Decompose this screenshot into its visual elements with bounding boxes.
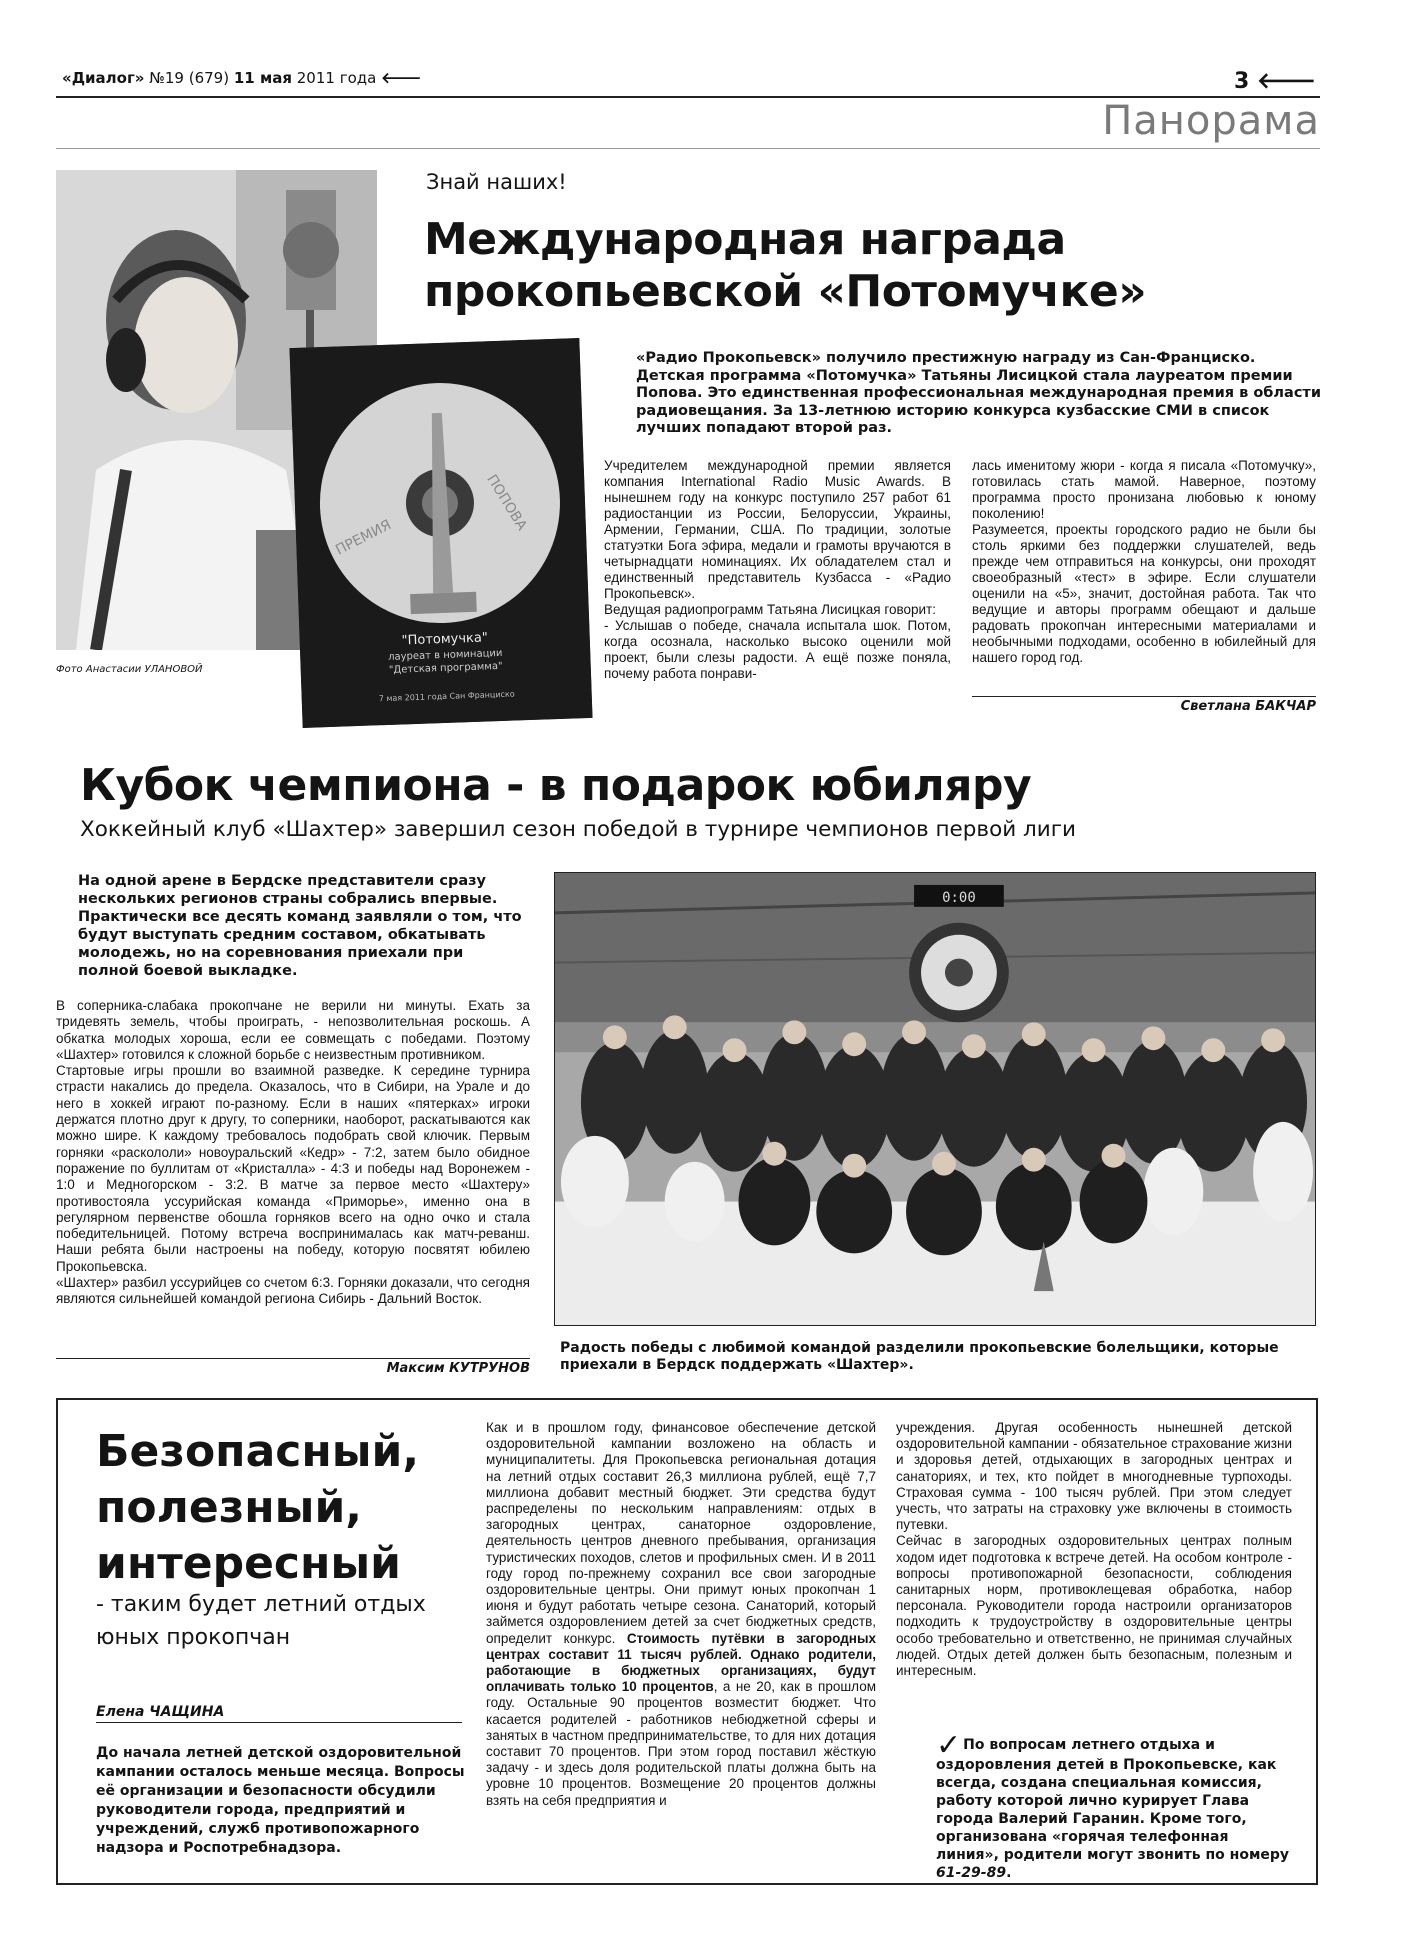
- article3-lead: До начала летней детской оздоровительной кампании осталось меньше месяца. Вопросы её организации и безопасности обсудили руководители города, предприятий и учреждений, служб противопожарного надзора и Роспотребнадзора.: [96, 1745, 465, 1856]
- section-rule: [56, 148, 1320, 149]
- award-text-premium: ПРЕМИЯ: [333, 517, 394, 559]
- article2-body: [56, 998, 530, 1308]
- article2-headline: Кубок чемпиона - в подарок юбиляру: [80, 760, 1032, 811]
- issue-number: №19 (679): [149, 69, 230, 87]
- article1-rubric: Знай наших!: [426, 170, 567, 194]
- article2-lead: На одной арене в Бердске представители сразу нескольких регионов страны собрались впервые. Практически все десять команд заявляли о том, что будут выступать средним составом, обкатывать молодежь, но на соревнования приехали при полной боевой выкладке.: [78, 873, 522, 979]
- paragraph: В соперника-слабака прокопчане не верили ни минуты. Ехать за тридевять земель, чтобы проиграть, - непозволительная роскошь. А обкатка молодых хороша, если ее совмещать с победами. Поэтому «Шахтер» готовился к сложной борьбе с неизвестным противником.: [56, 998, 530, 1062]
- paragraph: Сейчас в загородных оздоровительных центрах полным ходом идет подготовка к встрече детей. На особом контроле - вопросы противопожарной безопасности, соблюдения санитарных норм, противоклещевая обработка, набор персонала. Руководители города настроили организаторов подходить к трудоустройству в оздоровительные центры особо требовательно и ответственно, не принимая случайных людей. Отдых детей должен быть безопасным, полезным и интересным.: [896, 1533, 1292, 1679]
- scoreboard-display: 0:00: [942, 889, 976, 906]
- section-title: Панорама: [1102, 98, 1320, 144]
- paragraph: Разумеется, проекты городского радио не были бы столь яркими без поддержки слушателей, ведь прежде чем отправиться на конкурсы, они проходят своеобразный «тест» в эфире. Если слушатели оценили на «5», значит, достойная работа. Так что ведущие и авторы программ обещают и дальше радовать прокопчан интересными материалами и необычными подходами, особенно в юбилейный для нашего город год.: [972, 522, 1316, 665]
- paragraph: Как и в прошлом году, финансовое обеспечение детской оздоровительной кампании возложено на область и муниципалитеты. Для Прокопьевска региональная дотация на летний отдых составит 26,3 миллиона рублей, ещё 7,7 миллиона добавит местный бюджет. Эти средства будут распределены по нескольким направлениям: отдых в загородных центрах, санаторное оздоровление, деятельность центров дневного пребывания, организация туристических походов, слетов и профильных смен. И в 2011 году город по-прежнему сохранил все свои загородные оздоровительные центры. Они примут юных прокопчан 1 июня и будут работать четыре сезона. Санаторий, который займется оздоровлением детей за счет бюджетных средств, определит конкурс.: [486, 1420, 876, 1646]
- article3-column-1: [486, 1420, 876, 1809]
- page-number: 3 🡐: [1234, 69, 1316, 94]
- article1-column-1: [604, 458, 951, 682]
- article2-signature: Максим КУТРУНОВ: [56, 1358, 530, 1376]
- issue-date: 11 мая: [233, 69, 292, 87]
- issue-year: 2011 года: [296, 69, 377, 87]
- hockey-photo-caption: Радость победы с любимой командой разделили прокопьевские болельщики, которые приехали в Бердск поддержать «Шахтер».: [560, 1340, 1279, 1373]
- award-line-1: лауреат в номинации: [387, 647, 503, 663]
- paragraph: Учредителем международной премии является компания International Radio Music Awards. В нынешнем году на конкурс поступило 257 работ 61 радиостанции из России, Белоруссии, Украины, Армении, Германии, США. По традиции, золотые статуэтки Бога эфира, медали и грамоты вручаются в четырнадцати номинациях. Их обладателем стал и единственный представитель Кузбасса - «Радио Прокопьевск».: [604, 458, 951, 601]
- award-certificate-photo: [289, 338, 592, 728]
- article3-author: Елена ЧАЩИНА: [96, 1704, 462, 1723]
- article3-column-2: [896, 1420, 1292, 1679]
- article1-headline: Международная награда прокопьевской «Потомучке»: [424, 214, 1147, 317]
- arrow-left-icon: 🡐: [1257, 69, 1316, 94]
- article3-subheadline: - таким будет летний отдых юных прокопчан: [96, 1592, 426, 1650]
- hotline-phone: 61-29-89: [936, 1865, 1007, 1881]
- ticket-price-highlight: Стоимость путёвки в загородных центрах составит 11 тысяч рублей. Однако родители, работающие в бюджетных организациях, будут оплачивать только 10 процентов: [486, 1630, 877, 1695]
- masthead: [62, 68, 421, 87]
- paragraph: учреждения. Другая особенность нынешней детской оздоровительной кампании - обязательное страхование жизни и здоровья детей, отдыхающих в загородных центрах и санаториях, и тех, кто пойдет в многодневные турпоходы. Страховая сумма - 100 тысяч рублей. При этом следует учесть, что затраты на страховку уже включены в стоимость путевки.: [896, 1420, 1292, 1533]
- paragraph: лась именитому жюри - когда я писала «Потомучку», готовилась стать мамой. Наверное, поэтому программа просто пронизана любовью к юному поколению!: [972, 458, 1316, 521]
- paragraph: , а не 20, как в прошлом году. Остальные 90 процентов возместит бюджет. Что касается родителей - работников небюджетной сферы и занятых в частном предпринимательстве, то для них дотация составит 70 процентов. При этом город поставил жёсткую задачу - и здесь доля родительской платы должна быть на уровне 10 процентов. Возмещение 20 процентов должны взять на себя предприятия и: [486, 1679, 876, 1808]
- checkmark-icon: ✓: [936, 1728, 962, 1763]
- article1-lead: «Радио Прокопьевск» получило престижную награду из Сан-Франциско. Детская программа «Потомучка» Татьяны Лисицкой стала лауреатом премии Попова. Это единственная профессиональная международная премия в области радиовещания. За 13-летнюю историю конкурса кузбасские СМИ в список лучших попадают второй раз.: [636, 350, 1321, 436]
- hotline-note: ✓ По вопросам летнего отдыха и оздоровления детей в Прокопьевске, как всегда, создана специальная комиссия, работу которой лично курирует Глава города Валерий Гаранин. Кроме того, организована «горячая телефонная линия», родители могут звонить по номеру 61-29-89.: [936, 1728, 1290, 1881]
- article3-headline: Безопасный, полезный, интересный: [96, 1426, 420, 1589]
- hockey-team-photo: [554, 872, 1316, 1326]
- photo-credit: Фото Анастасии УЛАНОВОЙ: [56, 664, 203, 675]
- paragraph: Ведущая радиопрограмм Татьяна Лисицкая говорит:: [604, 602, 936, 617]
- article1-signature: Светлана БАКЧАР: [972, 696, 1316, 714]
- arrow-left-icon: 🡐: [381, 69, 422, 87]
- paragraph: - Услышав о победе, сначала испытала шок. Потом, когда осознала, насколько высоко оценили мой проект, были слезы радости. А ещё позже поняла, почему работа понрави-: [604, 618, 951, 681]
- article2-subhead: Хоккейный клуб «Шахтер» завершил сезон победой в турнире чемпионов первой лиги: [80, 817, 1077, 842]
- paper-name: «Диалог»: [62, 69, 145, 87]
- award-line-2: "Детская программа": [388, 660, 503, 676]
- paragraph: Стартовые игры прошли во взаимной разведке. К середине турнира страсти накались до предела. Оказалось, что в Сибири, на Урале и до него в хоккей играют по-разному. Если в наших «пятерках» игроки держатся плотно друг к другу, то соперники, наоборот, раскатываются как можно шире. К каждому требовалось подобрать свой ключик. Первым горняки «раскололи» новоуральский «Кедр» - 7:2, затем было обидное поражение по буллитам от «Кристалла» - 4:3 и победы над Воронежем - 1:0 и Медногорском - 3:2. В матче за первое место «Шахтеру» противостояла уссурийская команда «Приморье», именно она в регулярном первенстве обошла горняков всего на одно очко и стала победительницей. Потому встреча воспринималась как матч-реванш. Наши ребята были настроены на победу, которую посвятят юбилею Прокопьевска.: [56, 1063, 530, 1274]
- article1-column-2: [972, 458, 1316, 666]
- paragraph: «Шахтер» разбил уссурийцев со счетом 6:3. Горняки доказали, что сегодня являются сильнейшей командой региона Сибирь - Дальний Восток.: [56, 1275, 530, 1307]
- award-date-line: 7 мая 2011 года Сан Франциско: [378, 689, 515, 704]
- award-program-name: "Потомучка": [401, 630, 489, 649]
- award-text-popov: ПОПОВА: [483, 472, 530, 534]
